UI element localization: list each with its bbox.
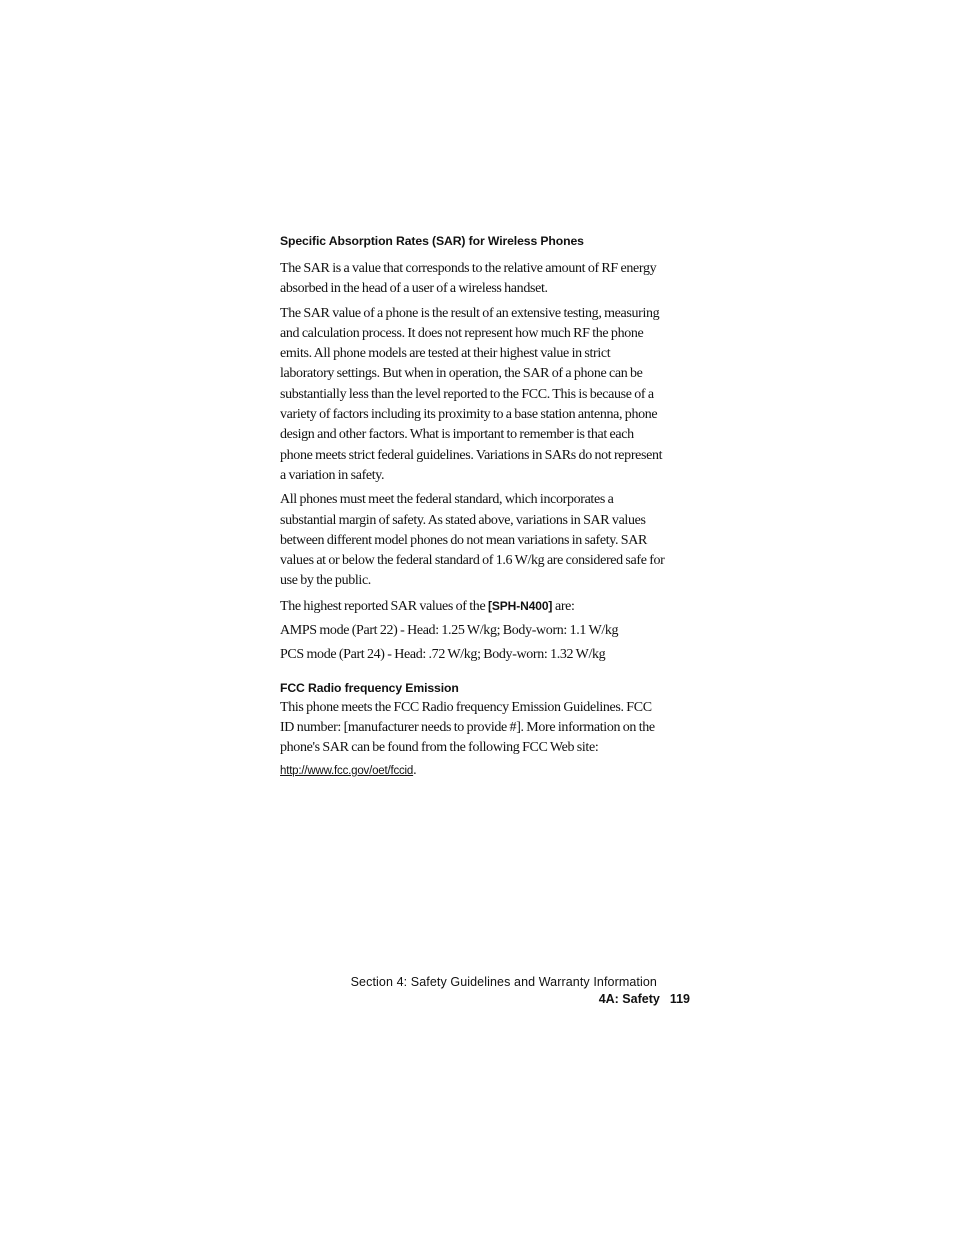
model-number: [SPH-N400] <box>487 598 553 613</box>
sar-values-suffix: are: <box>552 598 575 614</box>
footer-chapter-page <box>599 992 690 1006</box>
fcc-heading: FCC Radio frequency Emission <box>280 680 459 695</box>
sar-paragraph-3: All phones must meet the federal standard, which incorporates a substantial margin of safety. As stated above, variations in SAR values between different model phones do not mean variations in safety. SAR values at or below the federal standard of 1.6 W/kg are considered safe for use by the public. <box>280 492 665 589</box>
footer-section-title: Section 4: Safety Guidelines and Warranty Information <box>350 975 657 989</box>
sar-values-intro: The highest reported SAR values of the <box>280 598 488 614</box>
link-period: . <box>413 762 417 778</box>
page-content <box>280 230 665 782</box>
fcc-link-line <box>280 759 665 782</box>
amps-sar-values: AMPS mode (Part 22) - Head: 1.25 W/kg; Body-worn: 1.1 W/kg <box>280 623 619 639</box>
fcc-paragraph: This phone meets the FCC Radio frequency Emission Guidelines. FCC ID number: [manufacturer needs to provide #]. More information on the phone's SAR can be found from the following FCC Web site: <box>280 699 655 756</box>
sar-paragraph-4 <box>280 596 665 617</box>
page-number: 119 <box>669 992 690 1006</box>
sar-heading: Specific Absorption Rates (SAR) for Wireless Phones <box>280 234 584 248</box>
sar-paragraph-2: The SAR value of a phone is the result of an extensive testing, measuring and calculation process. It does not represent how much RF the phone emits. All phone models are tested at their highest value in strict laboratory settings. But when in operation, the SAR of a phone can be substantially less than the level reported to the FCC. This is because of a variety of factors including its proximity to a base station antenna, phone design and other factors. What is important to remember is that each phone meets strict federal guidelines. Variations in SARs do not represent a variation in safety. <box>280 305 663 483</box>
pcs-sar-values: PCS mode (Part 24) - Head: .72 W/kg; Body-worn: 1.32 W/kg <box>280 647 606 663</box>
fcc-web-link[interactable]: http://www.fcc.gov/oet/fccid <box>280 764 414 777</box>
sar-paragraph-1: The SAR is a value that corresponds to the relative amount of RF energy absorbed in the head of a user of a wireless handset. <box>280 261 657 297</box>
footer-chapter: 4A: Safety <box>598 992 660 1006</box>
